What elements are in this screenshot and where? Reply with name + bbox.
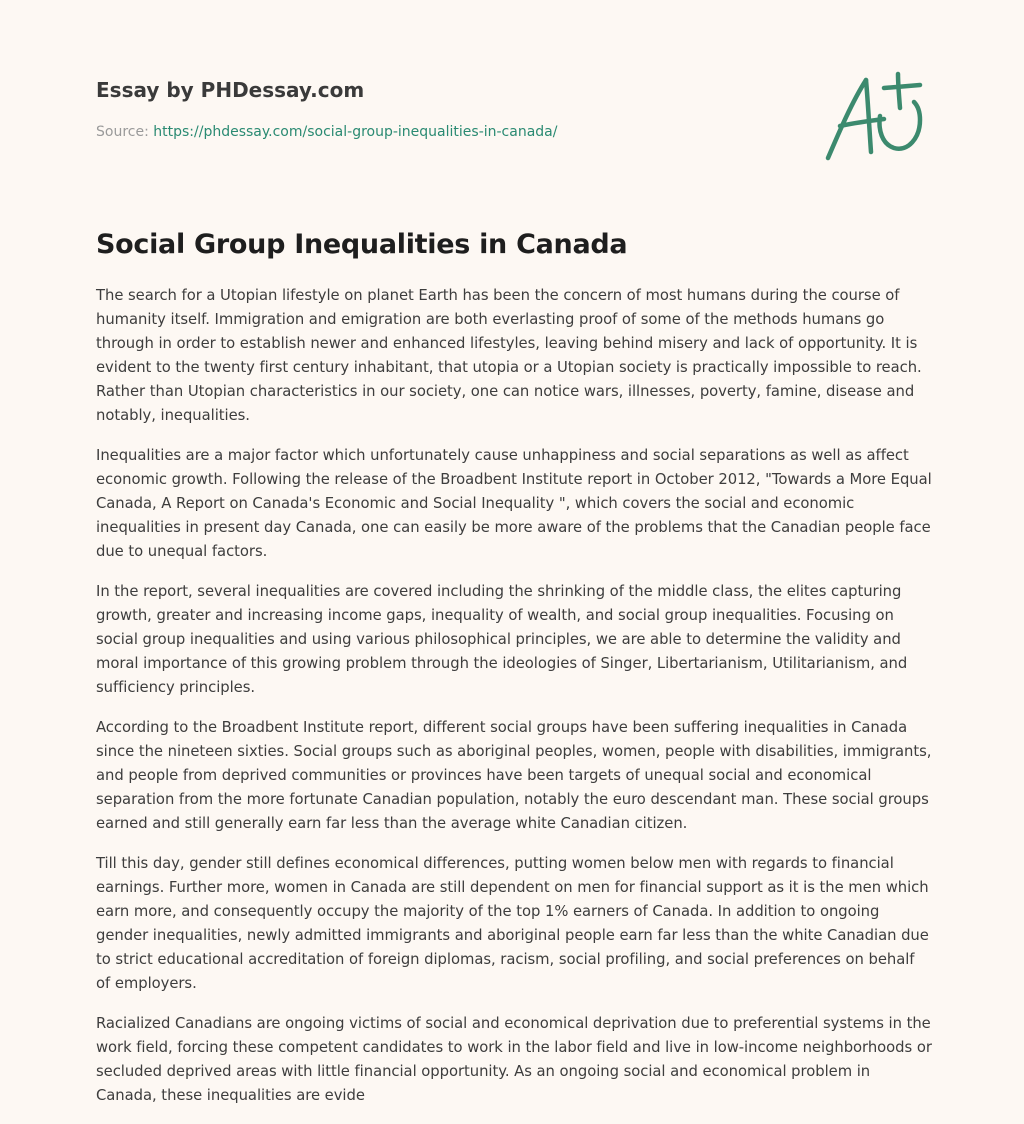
a-plus-logo-icon xyxy=(822,68,926,164)
essay-paragraph-1: The search for a Utopian lifestyle on planet Earth has been the concern of most humans during the course of humanity itself. Immigration and emigration are both everlasting proof of some of the methods humans go through in order to establish newer and enhanced lifestyles, leaving behind misery and lack of opportunity. It is evident to the twenty first century inhabitant, that utopia or a Utopian society is practically impossible to reach. Rather than Utopian characteristics in our society, one can notice wars, illnesses, poverty, famine, disease and notably, inequalities. xyxy=(96,287,922,424)
essay-paragraph-2: Inequalities are a major factor which unfortunately cause unhappiness and social separations as well as affect economic growth. Following the release of the Broadbent Institute report in October 2012, "Towards a More Equal Canada, A Report on Canada's Economic and Social Inequality ", which covers the social and economic inequalities in present day Canada, one can easily be more aware of the problems that the Canadian people face due to unequal factors. xyxy=(96,447,932,560)
essay-paragraph-6: Racialized Canadians are ongoing victims of social and economical deprivation due to preferential systems in the work field, forcing these competent candidates to work in the labor field and live in low-income neighborhoods or secluded deprived areas with little financial opportunity. As an ongoing social and economical problem in Canada, these inequalities are evide xyxy=(96,1015,932,1104)
source-line xyxy=(96,122,796,142)
site-title: Essay by PHDessay.com xyxy=(96,78,365,102)
a-plus-logo-svg xyxy=(822,68,926,164)
essay-paragraph-5: Till this day, gender still defines economical differences, putting women below men with regards to financial earnings. Further more, women in Canada are still dependent on men for financial support as it is the men which earn more, and consequently occupy the majority of the top 1% earners of Canada. In addition to ongoing gender inequalities, newly admitted immigrants and aboriginal people earn far less than the white Canadian due to strict educational accreditation of foreign diplomas, racism, social profiling, and social preferences on behalf of employers. xyxy=(96,855,929,992)
source-link[interactable]: https://phdessay.com/social-group-inequalities-in-canada/ xyxy=(153,124,558,140)
essay-paragraph-3: In the report, several inequalities are covered including the shrinking of the middle class, the elites capturing growth, greater and increasing income gaps, inequality of wealth, and social group inequalities. Focusing on social group inequalities and using various philosophical principles, we are able to determine the validity and moral importance of this growing problem through the ideologies of Singer, Libertarianism, Utilitarianism, and sufficiency principles. xyxy=(96,583,908,696)
essay-header xyxy=(96,76,796,142)
essay-title: Social Group Inequalities in Canada xyxy=(96,229,628,260)
essay-paragraph-4: According to the Broadbent Institute report, different social groups have been suffering inequalities in Canada since the nineteen sixties. Social groups such as aboriginal peoples, women, people with disabilities, immigrants, and people from deprived communities or provinces have been targets of unequal social and economical separation from the more fortunate Canadian population, notably the euro descendant man. These social groups earned and still generally earn far less than the average white Canadian citizen. xyxy=(96,719,932,832)
essay-body xyxy=(96,284,932,1124)
source-label: Source: xyxy=(96,124,149,140)
